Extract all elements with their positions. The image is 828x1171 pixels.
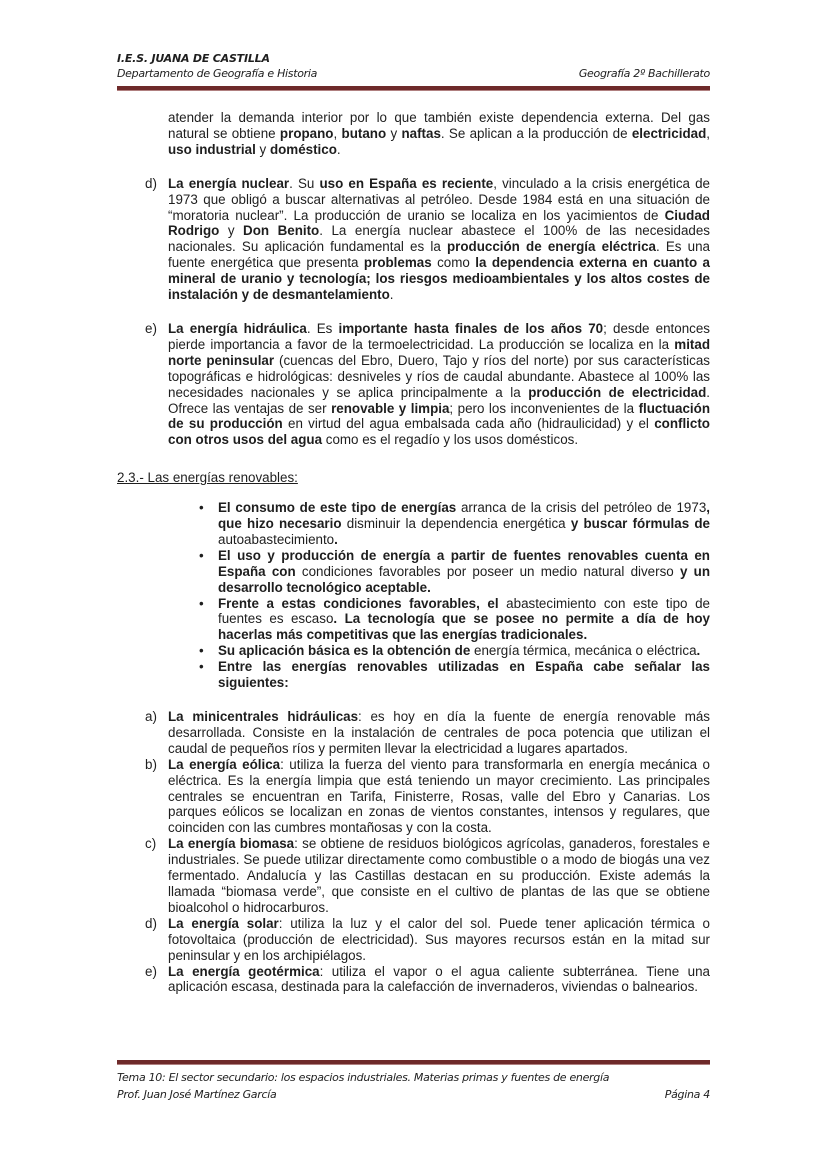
bold-text-run: Su aplicación básica es la obtención de <box>218 643 471 659</box>
section-title: 2.3.- Las energías renovables: <box>117 470 298 486</box>
bullet-text <box>218 500 710 548</box>
text-run: . Se aplican a la producción de <box>440 125 632 141</box>
bold-text-run: producción de energía eléctrica <box>446 239 656 255</box>
bold-text-run: Don Benito <box>243 223 320 239</box>
footer-divider <box>117 1060 710 1065</box>
text-run: . <box>336 141 341 157</box>
item-label: e) <box>145 963 157 979</box>
text-run: : utiliza el vapor o el agua caliente subterránea. Tiene una aplicación escasa, destinada para la calefacción de invernaderos, viviendas o balnearios. <box>168 963 710 995</box>
bold-text-run: butano <box>341 125 387 141</box>
bold-text-run: . <box>334 531 338 547</box>
bullet-item <box>199 596 710 644</box>
bullet-item <box>199 659 710 691</box>
bullet-icon: • <box>199 643 204 659</box>
list-item <box>117 709 710 757</box>
list-item <box>117 757 710 837</box>
text-run: energía térmica, mecánica o eléctrica <box>470 643 697 659</box>
bullet-icon: • <box>199 500 204 516</box>
text-run: : utiliza la fuerza del viento para transformarla en energía mecánica o eléctrica. Es la energía limpia que está teniendo un mayor crecimiento. Las principales centrales se encuentran en Tarifa, Finisterre, Rosas, valle del Ebro y Canarias. Los parques eólicos se localizan en zonas de vientos constantes, intensos y regulares, que coinciden con las cumbres montañosas y con la costa. <box>168 756 710 836</box>
bullet-icon: • <box>199 547 204 563</box>
text-run: y <box>386 125 402 141</box>
text-run: , vinculado a la crisis energética de 1973 que obligó a buscar alternativas al petróleo. Desde 1984 está en una situación de “moratoria nuclear”. La producción de uranio se localiza en los yacimientos de <box>168 175 710 223</box>
item-text <box>168 836 710 916</box>
bold-text-run: naftas <box>401 125 441 141</box>
department: Departamento de Geografía e Historia <box>117 67 318 80</box>
bold-text-run: y un desarrollo tecnológico aceptable. <box>218 563 710 595</box>
list-item <box>117 916 710 964</box>
text-run: ; desde entonces pierde importancia a favor de la termoelectricidad. La producción se localiza en la <box>168 320 710 352</box>
item-label: a) <box>145 709 157 724</box>
bold-text-run: Frente a estas condiciones favorables, el <box>218 595 499 611</box>
text-run: autoabastecimiento <box>218 531 335 547</box>
item-text <box>168 321 710 448</box>
text-run: como es el regadío y los usos domésticos. <box>322 432 579 448</box>
text-run: arranca de la crisis del petróleo de 1973 <box>456 500 707 516</box>
bold-text-run: propano <box>279 125 334 141</box>
list-item <box>117 836 710 916</box>
text-run: ; pero los inconvenientes de la <box>449 400 639 416</box>
text-run: (cuencas del Ebro, Duero, Tajo y ríos del norte) por sus características topográficas e hidrológicas: desniveles y ríos de caudal abundante. Abastece al 100% las necesidades nacionales y se aplica principalmente a la <box>168 352 710 400</box>
list-item <box>117 321 710 448</box>
bold-text-run: doméstico <box>269 141 337 157</box>
text-run: . Es <box>306 320 339 336</box>
bullet-icon: • <box>199 659 204 675</box>
item-text <box>168 176 710 303</box>
text-run: . Ofrece las ventajas de ser <box>168 384 710 416</box>
item-text <box>168 757 710 837</box>
bold-text-run: La energía geotérmica <box>168 963 320 979</box>
bold-text-run: mitad norte peninsular <box>168 336 710 368</box>
item-label: e) <box>145 320 157 336</box>
bullet-list <box>117 500 710 691</box>
intro-paragraph <box>168 110 710 158</box>
text-run: condiciones favorables por poseer un medio natural diverso <box>295 563 680 579</box>
bold-text-run: uso industrial <box>168 141 256 157</box>
bold-text-run: Entre las energías renovables utilizadas en España cabe señalar las siguientes: <box>218 659 710 691</box>
text-run: : se obtiene de residuos biológicos agrícolas, ganaderos, forestales e industriales. Se puede utilizar directamente como combustible o a modo de biogás una vez fermentado. Andalucía y las Castillas destacan en su producción. Existe además la llamada “biomasa verde”, que consiste en el cultivo de plantas de las que se obtiene bioalcohol o hidrocarburos. <box>168 836 710 915</box>
bold-text-run: electricidad <box>631 125 707 141</box>
bullet-text <box>218 659 710 691</box>
bold-text-run: La minicentrales hidráulicas <box>168 709 359 724</box>
bold-text-run: conflicto con otros usos del agua <box>168 416 710 448</box>
bold-text-run: Ciudad Rodrigo <box>168 207 710 239</box>
text-run: : es hoy en día la fuente de energía renovable más desarrollada. Consiste en la instalación de centrales de poca potencia que utilizan el caudal de pequeños ríos y permiten llevar la electricidad a lugares apartados. <box>168 709 710 756</box>
bullet-text <box>218 548 710 596</box>
list-item <box>117 176 710 303</box>
text-run: como <box>431 255 476 271</box>
school-name: I.E.S. JUANA DE CASTILLA <box>117 52 270 65</box>
text-run: . Es una fuente energética que presenta <box>168 239 710 271</box>
footer-topic: Tema 10: El sector secundario: los espacios industriales. Materias primas y fuentes de energía <box>117 1071 610 1084</box>
bold-text-run: La energía biomasa <box>168 836 295 852</box>
item-label: d) <box>145 175 157 191</box>
bold-text-run: La energía nuclear <box>168 175 290 191</box>
renewables-list <box>117 709 710 995</box>
bold-text-run: problemas <box>363 255 432 271</box>
item-label: c) <box>145 836 157 852</box>
bold-text-run: . <box>696 643 701 659</box>
text-run: , <box>706 125 710 141</box>
text-run: . Su <box>289 175 320 191</box>
item-label: d) <box>145 915 157 931</box>
bold-text-run: importante hasta finales de los años 70 <box>338 320 604 336</box>
text-run: disminuir la dependencia energética <box>341 516 571 532</box>
text-run: y <box>255 141 270 157</box>
text-run: y <box>219 223 244 239</box>
text-run: en virtud del agua embalsada cada año (hidraulicidad) y el <box>282 416 655 432</box>
item-text <box>168 709 710 757</box>
item-text <box>168 964 710 996</box>
page-number: Página 4 <box>664 1088 710 1101</box>
bold-text-run: El uso y producción de energía a partir de fuentes renovables cuenta en España con <box>218 547 710 579</box>
bold-text-run: , que hizo necesario <box>218 500 711 532</box>
bullet-text <box>218 643 710 659</box>
text-run: : utiliza la luz y el calor del sol. Puede tener aplicación térmica o fotovoltaica (producción de electricidad). Sus mayores recursos están en la mitad sur peninsular y en los archipiélagos. <box>168 915 710 963</box>
text-run: . <box>389 287 394 303</box>
page-body <box>117 110 710 995</box>
text-run: , <box>333 125 342 141</box>
item-label: b) <box>145 756 157 772</box>
text-run: atender la demanda interior por lo que también existe dependencia externa. Del gas natural se obtiene <box>168 110 710 141</box>
bold-text-run: la dependencia externa en cuanto a mineral de uranio y tecnología; los riesgos medioambientales y los altos costes de instalación y de desmantelamiento <box>168 255 711 303</box>
list-item <box>117 964 710 996</box>
bold-text-run: La energía eólica <box>168 756 281 772</box>
bold-text-run: fluctuación de su producción <box>168 400 710 432</box>
header-divider <box>117 86 710 91</box>
bullet-item <box>199 643 710 659</box>
bold-text-run: La energía solar <box>168 915 279 931</box>
text-run: . La energía nuclear abastece el 100% de las necesidades nacionales. Su aplicación fundamental es la <box>168 223 711 255</box>
bold-text-run: La energía hidráulica <box>168 320 307 336</box>
bullet-item <box>199 500 710 548</box>
page-header <box>117 52 710 80</box>
page-footer <box>117 1069 710 1103</box>
text-run: abastecimiento con este tipo de fuentes es escaso <box>218 595 710 627</box>
bold-text-run: renovable y limpia <box>331 400 450 416</box>
bullet-icon: • <box>199 595 204 611</box>
bullet-text <box>218 596 710 644</box>
bold-text-run: uso en España es reciente <box>319 175 494 191</box>
footer-author: Prof. Juan José Martínez García <box>117 1088 277 1101</box>
bold-text-run: producción de electricidad <box>528 384 707 400</box>
item-text <box>168 916 710 964</box>
subject: Geografía 2º Bachillerato <box>578 67 710 80</box>
bold-text-run: El consumo de este tipo de energías <box>218 500 457 516</box>
bullet-item <box>199 548 710 596</box>
bold-text-run: y buscar fórmulas de <box>570 516 710 532</box>
bold-text-run: . La tecnología que se posee no permite a día de hoy hacerlas más competitivas que las energías tradicionales. <box>218 611 711 643</box>
